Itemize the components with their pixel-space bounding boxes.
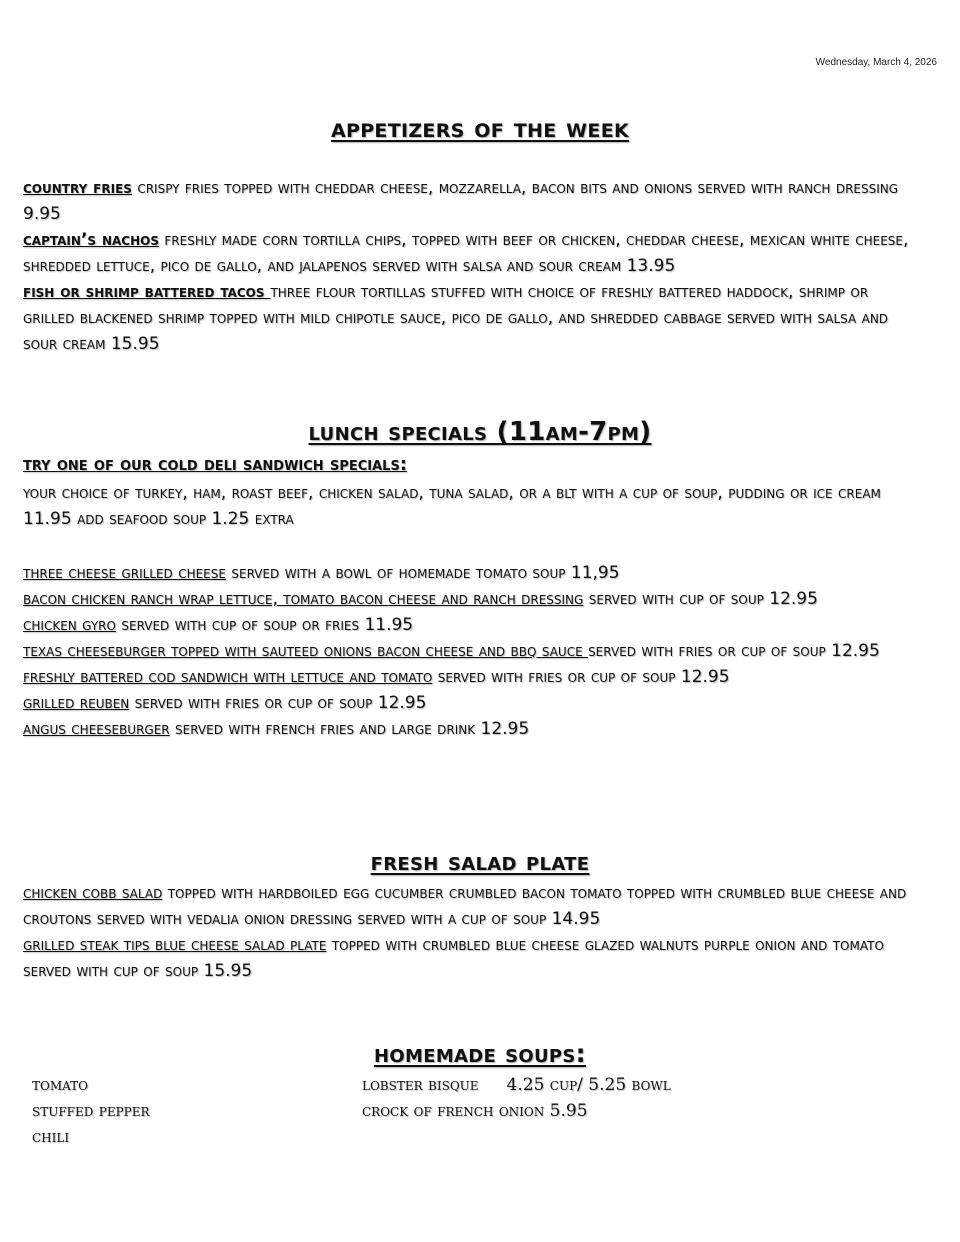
- soup-price: 4.25 cup/ 5.25 bowl: [506, 1075, 671, 1095]
- menu-item: [23, 638, 923, 664]
- menu-item: [23, 716, 923, 742]
- item-name: country fries: [23, 178, 132, 198]
- soup-item: stuffed pepper: [32, 1101, 150, 1121]
- soup-item: [362, 1072, 671, 1098]
- menu-item: [23, 932, 923, 984]
- print-date: Wednesday, March 4, 2026: [815, 57, 937, 68]
- item-description: topped with crumbled blue cheese glazed walnuts purple onion and tomato served with cup of soup 15.95: [23, 935, 884, 981]
- menu-item: [23, 586, 923, 612]
- menu-item: [23, 175, 923, 227]
- item-description: served with french fries and large drink 12.95: [169, 719, 530, 739]
- item-name: fish or shrimp battered tacos: [23, 282, 271, 302]
- menu-item: [23, 690, 923, 716]
- salad-heading: fresh salad plate: [370, 847, 590, 877]
- deli-subheading: try one of our cold deli sandwich specials:: [23, 454, 408, 475]
- item-name: grilled reuben: [23, 693, 130, 713]
- deli-description: your choice of turkey, ham, roast beef, chicken salad, tuna salad, or a blt with a cup of soup, pudding or ice cream 11.95 add seafood soup 1.25 extra: [23, 483, 881, 529]
- item-name: texas cheeseburger topped with sauteed onions bacon cheese and bbq sauce: [23, 641, 589, 661]
- soup-item: tomato: [32, 1075, 88, 1095]
- item-name: angus cheeseburger: [23, 719, 170, 739]
- menu-item: [23, 227, 923, 279]
- menu-item: [23, 880, 923, 932]
- soup-item: crock of french onion 5.95: [362, 1101, 588, 1121]
- menu-item: [23, 279, 923, 357]
- item-description: served with fries or cup of soup 12.95: [432, 667, 730, 687]
- appetizers-heading: appetizers of the week: [330, 113, 630, 144]
- soup-list-right: [362, 1072, 671, 1124]
- item-description: served with cup of soup or fries 11.95: [115, 615, 414, 635]
- item-name: freshly battered cod sandwich with lettuce and tomato: [23, 667, 433, 687]
- salad-list: [23, 880, 923, 984]
- item-description: freshly made corn tortilla chips, topped with beef or chicken, cheddar cheese, mexican white cheese, shredded lettuce, pico de gallo, and jalapenos served with salsa and sour cream 13.95: [23, 230, 909, 276]
- menu-item: [23, 664, 923, 690]
- item-description: topped with hardboiled egg cucumber crumbled bacon tomato topped with crumbled blue cheese and croutons served with vedalia onion dressing served with a cup of soup 14.95: [23, 883, 907, 929]
- appetizers-list: [23, 175, 923, 357]
- item-name: chicken gyro: [23, 615, 116, 635]
- soup-name: lobster bisque: [362, 1075, 479, 1095]
- item-name: grilled steak tips blue cheese salad plate: [23, 935, 327, 955]
- item-description: served with fries or cup of soup 12.95: [129, 693, 427, 713]
- item-name: chicken cobb salad: [23, 883, 163, 903]
- lunch-list: [23, 560, 923, 742]
- lunch-specials-heading: lunch specials (11am-7pm): [308, 417, 652, 447]
- soups-heading: homemade soups:: [374, 1039, 586, 1068]
- item-name: captain’s nachos: [23, 230, 159, 250]
- item-name: three cheese grilled cheese: [23, 563, 226, 583]
- item-description: crispy fries topped with cheddar cheese, mozzarella, bacon bits and onions served with ranch dressing 9.95: [23, 178, 899, 224]
- menu-item: [23, 560, 923, 586]
- menu-item: [23, 612, 923, 638]
- item-description: served with fries or cup of soup 12.95: [588, 641, 880, 661]
- item-description: served with cup of soup 12.95: [583, 589, 818, 609]
- item-name: bacon chicken ranch wrap lettuce, tomato bacon cheese and ranch dressing: [23, 589, 584, 609]
- soup-item: chili: [32, 1127, 70, 1147]
- item-description: three flour tortillas stuffed with choice of freshly battered haddock, shrimp or grilled blackened shrimp topped with mild chipotle sauce, pico de gallo, and shredded cabbage served with salsa and sour cream 15.95: [23, 282, 889, 354]
- soup-list-left: [32, 1072, 150, 1150]
- item-description: served with a bowl of homemade tomato soup 11,95: [225, 563, 620, 583]
